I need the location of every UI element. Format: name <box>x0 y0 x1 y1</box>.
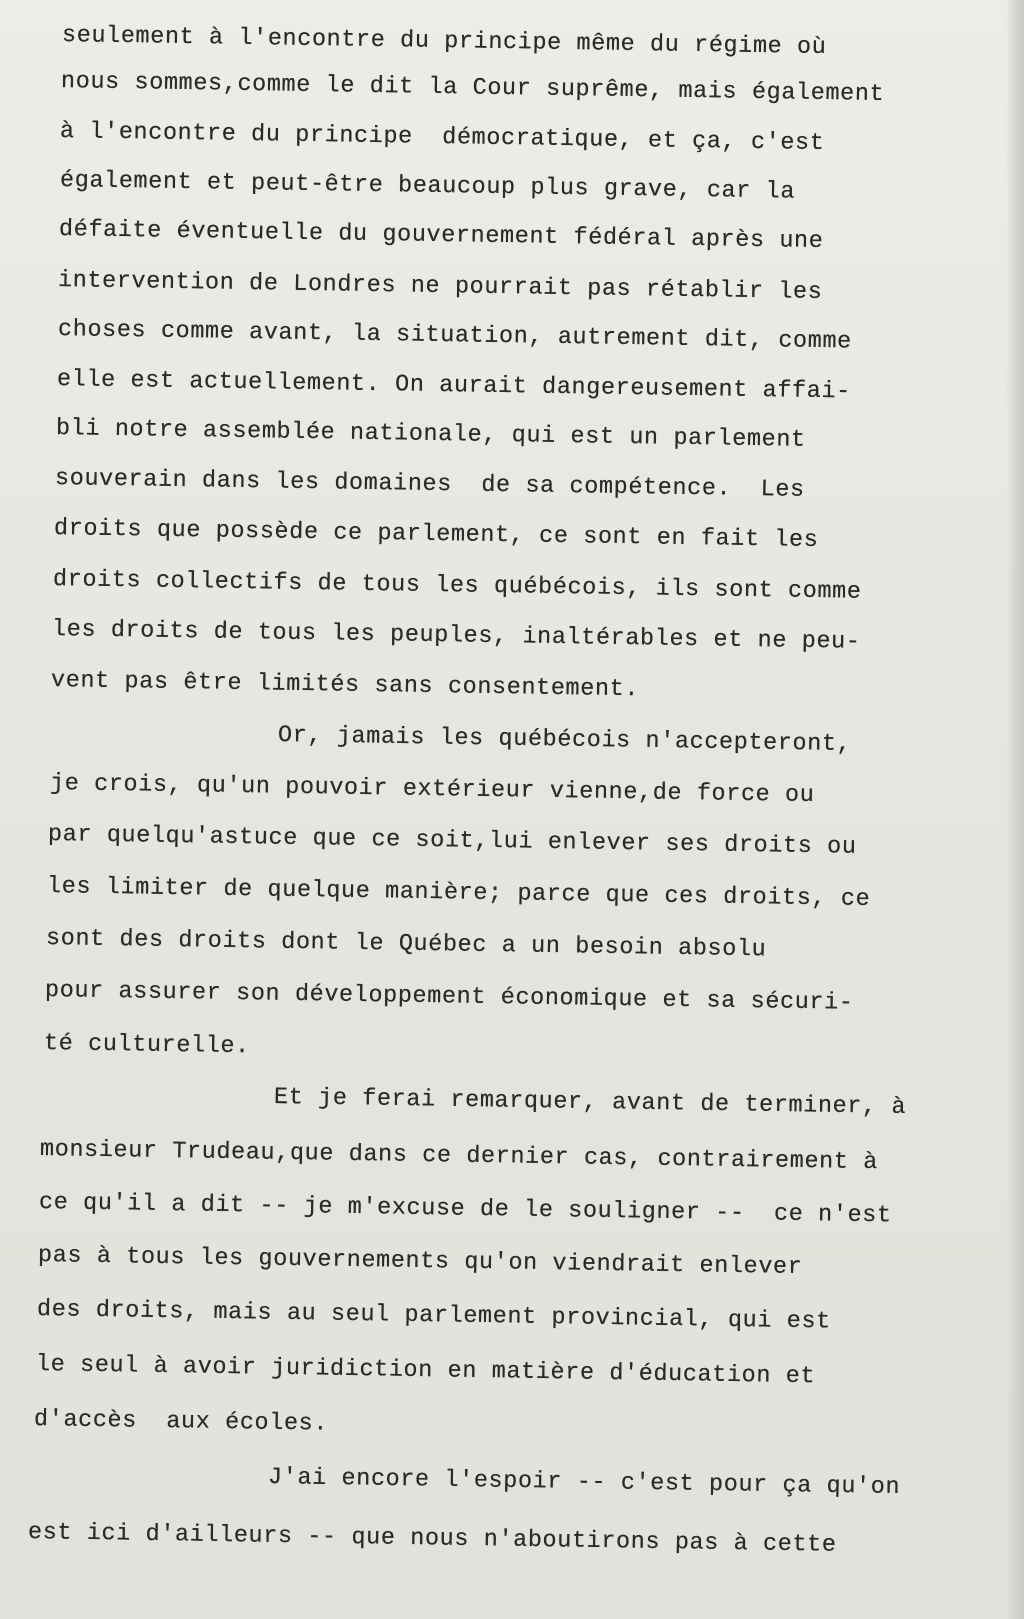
text-line: le seul à avoir juridiction en matière d'éducation et <box>35 1351 816 1391</box>
text-line: sont des droits dont le Québec a un besoin absolu <box>45 925 767 964</box>
text-line: je crois, qu'un pouvoir extérieur vienne,de force ou <box>49 770 815 810</box>
text-line: d'accès aux écoles. <box>33 1406 329 1438</box>
page-edge-shadow <box>1006 0 1024 1619</box>
text-line: elle est actuellement. On aurait dangereusement affai- <box>56 366 852 406</box>
text-line: des droits, mais au seul parlement provincial, qui est <box>36 1296 832 1336</box>
text-line: ce qu'il a dit -- je m'excuse de le souligner -- ce n'est <box>38 1189 892 1230</box>
text-line: souverain dans les domaines de sa compétence. Les <box>54 465 805 504</box>
text-line: pas à tous les gouvernements qu'on viendrait enlever <box>37 1242 803 1282</box>
text-line: intervention de Londres ne pourrait pas rétablir les <box>57 267 823 307</box>
text-line: Et je ferai remarquer, avant de terminer, à <box>273 1084 907 1121</box>
text-line: droits collectifs de tous les québécois, ils sont comme <box>52 566 862 606</box>
text-line: également et peut-être beaucoup plus grave, car la <box>59 167 796 206</box>
text-line: nous sommes,comme le dit la Cour suprême, mais également <box>60 68 885 108</box>
text-line: défaite éventuelle du gouvernement fédéral après une <box>58 216 824 256</box>
text-line: vent pas être limités sans consentement. <box>50 667 640 704</box>
text-line: bli notre assemblée nationale, qui est un parlement <box>55 415 806 454</box>
text-line: par quelqu'astuce que ce soit,lui enlever ses droits ou <box>47 821 857 861</box>
text-line: monsieur Trudeau,que dans ce dernier cas, contrairement à <box>39 1136 879 1177</box>
text-line: J'ai encore l'espoir -- c'est pour ça qu'on <box>267 1464 901 1501</box>
text-line: choses comme avant, la situation, autrement dit, comme <box>57 316 853 356</box>
text-line: droits que possède ce parlement, ce sont en fait les <box>53 515 819 555</box>
text-line: à l'encontre du principe démocratique, et ça, c'est <box>59 118 825 158</box>
text-line: té culturelle. <box>43 1030 251 1061</box>
text-line: les droits de tous les peuples, inaltérables et ne peu- <box>51 616 861 656</box>
text-line: Or, jamais les québécois n'accepteront, <box>277 722 852 759</box>
text-line: pour assurer son développement économique et sa sécuri- <box>44 977 854 1017</box>
text-line: seulement à l'encontre du principe même du régime où <box>61 22 827 62</box>
text-line: est ici d'ailleurs -- que nous n'aboutirons pas à cette <box>27 1519 837 1559</box>
text-line: les limiter de quelque manière; parce que ces droits, ce <box>46 873 871 913</box>
